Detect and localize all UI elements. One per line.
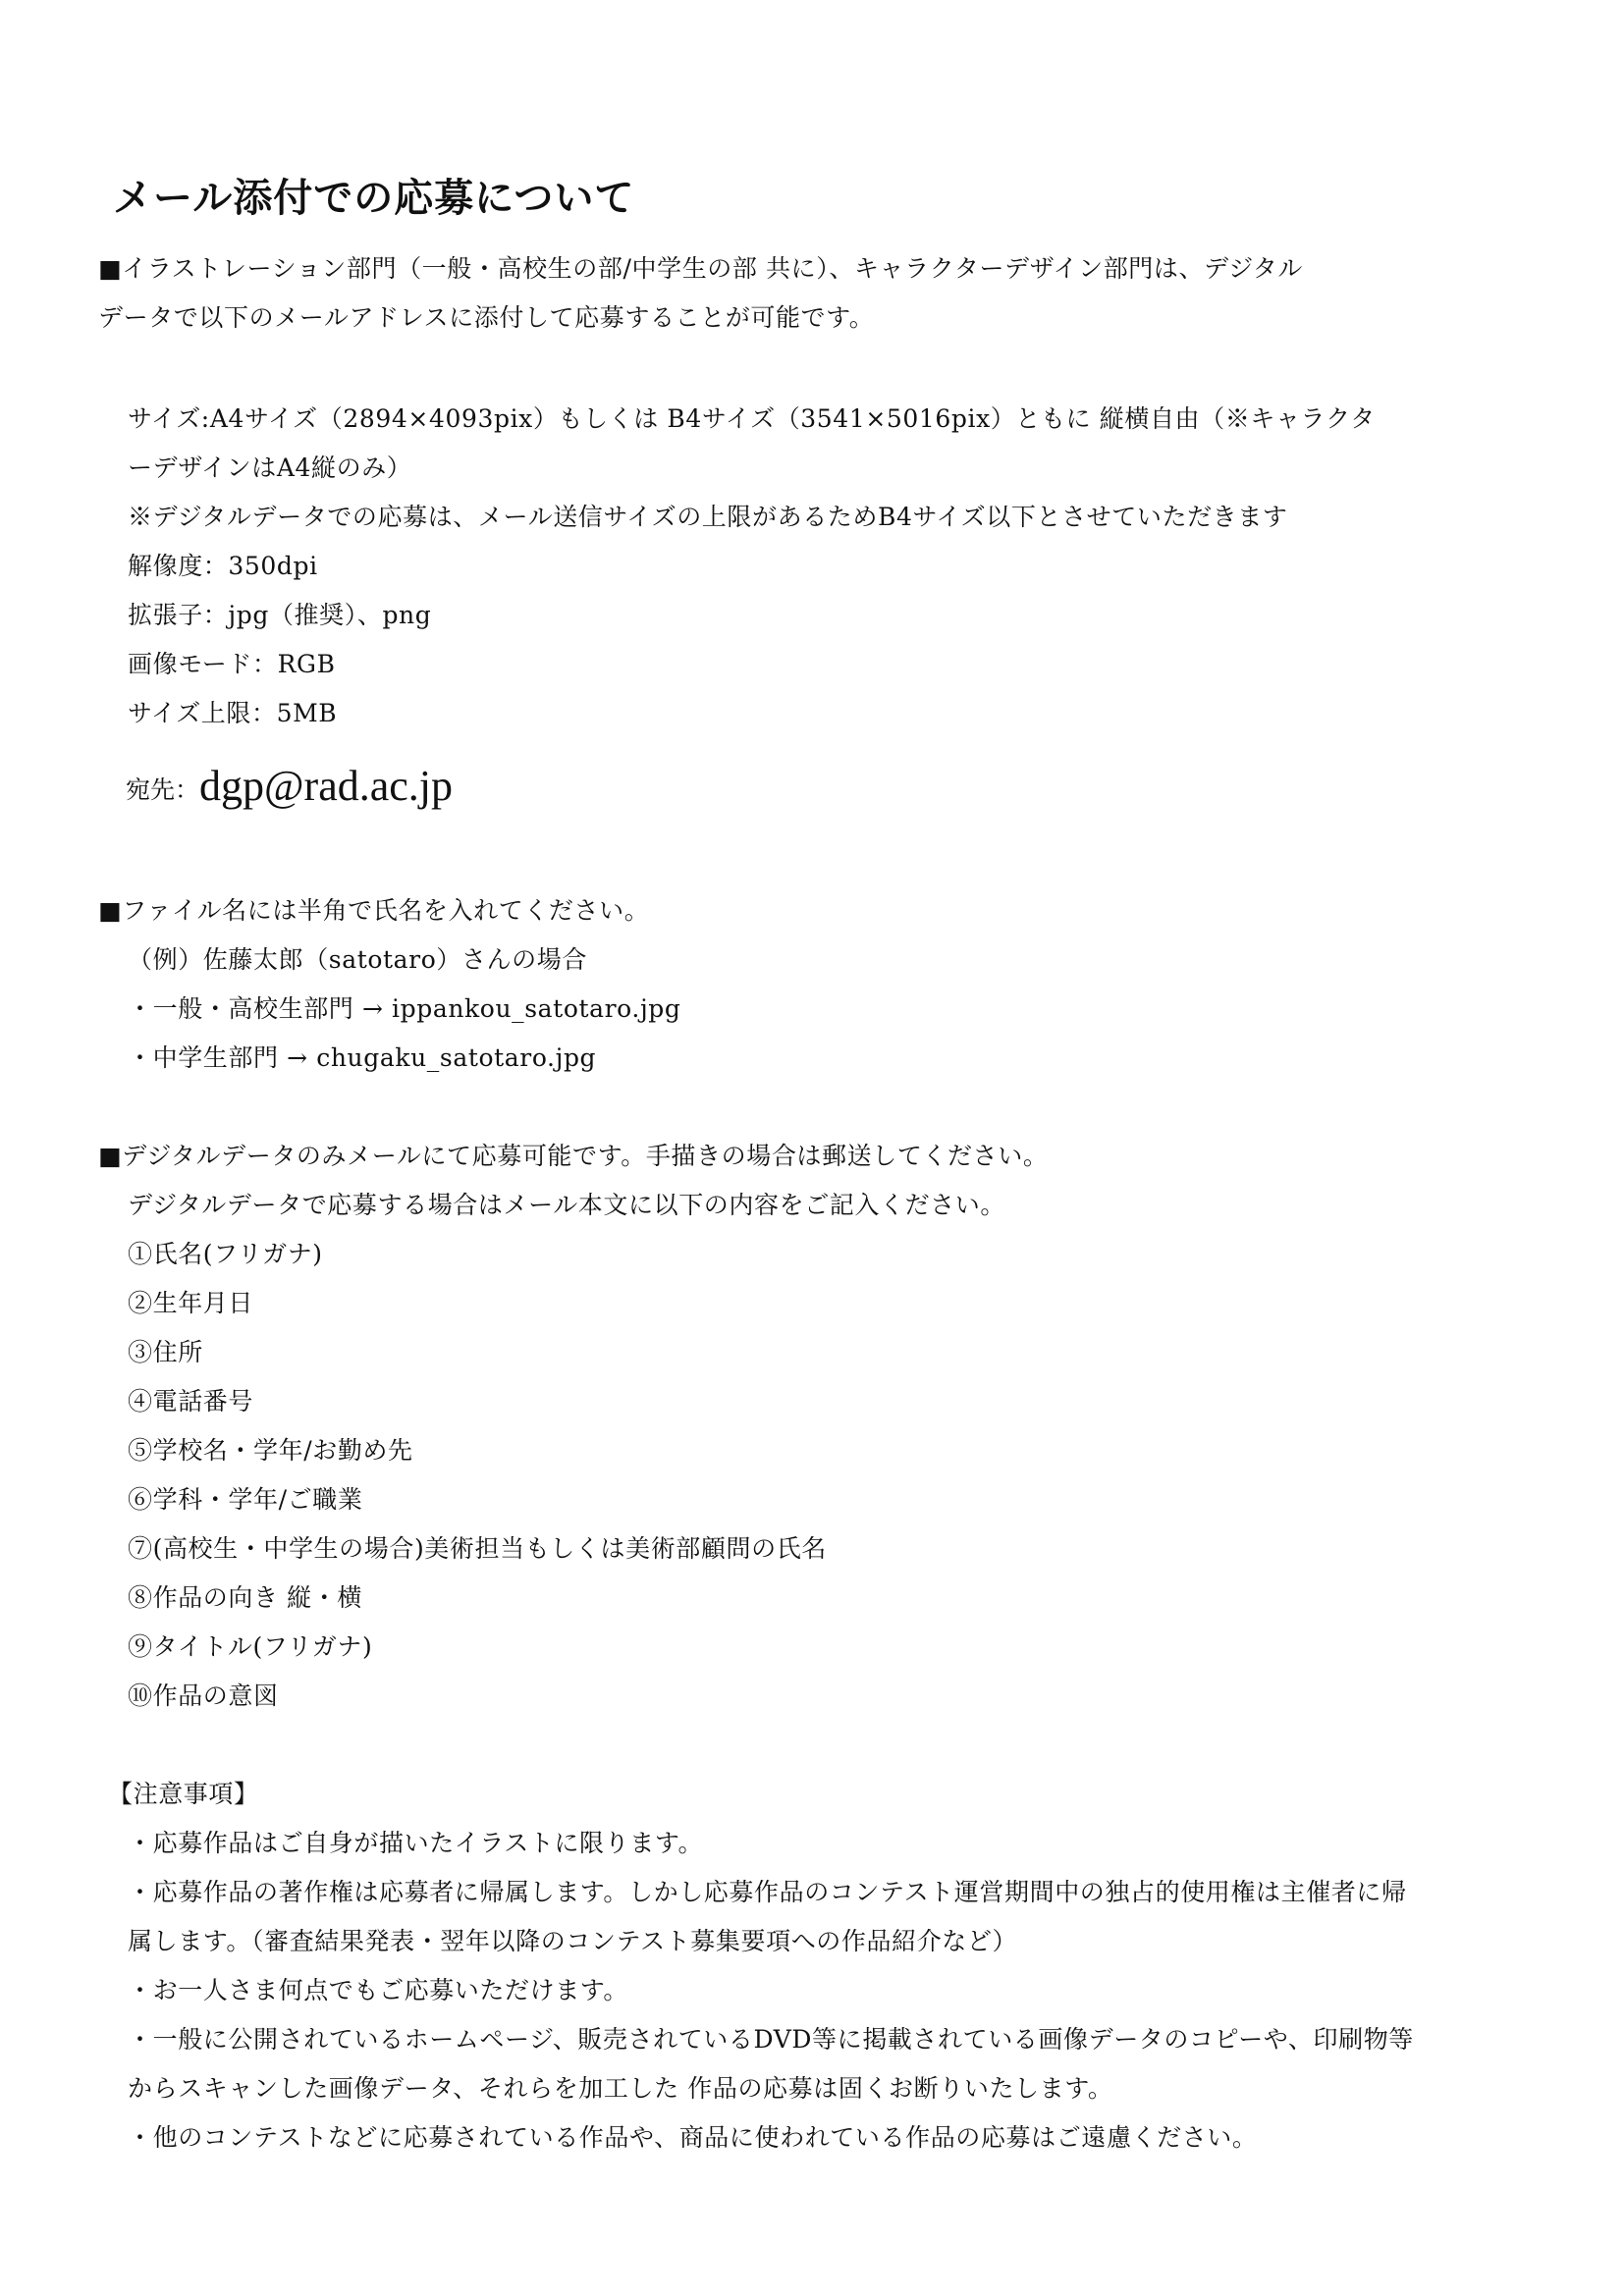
- email-row: [126, 761, 453, 811]
- note-item-4-line-1: ・一般に公開されているホームページ、販売されているDVD等に掲載されている画像データのコピーや、印刷物等: [128, 2025, 1414, 2054]
- page-title: メール添付での応募について: [113, 176, 635, 221]
- note-item-2-line-1: ・応募作品の著作権は応募者に帰属します。しかし応募作品のコンテスト運営期間中の独占的使用権は主催者に帰: [128, 1878, 1407, 1906]
- note-item-5: ・他のコンテストなどに応募されている作品や、商品に使われている作品の応募はご遠慮ください。: [128, 2123, 1258, 2152]
- note-item-1: ・応募作品はご自身が描いたイラストに限ります。: [128, 1829, 704, 1857]
- digital-heading: ■デジタルデータのみメールにて応募可能です。手描きの場合は郵送してください。: [98, 1142, 1049, 1170]
- email-label: 宛先：: [126, 775, 200, 804]
- filename-example: （例）佐藤太郎（satotaro）さんの場合: [128, 945, 587, 974]
- note-item-4-line-2: からスキャンした画像データ、それらを加工した 作品の応募は固くお断りいたします。: [128, 2074, 1113, 2103]
- spec-resolution: 解像度：350dpi: [128, 552, 318, 580]
- spec-size-line-2: ーデザインはA4縦のみ）: [128, 454, 412, 482]
- list-item: ③住所: [128, 1338, 203, 1366]
- digital-subheading: デジタルデータで応募する場合はメール本文に以下の内容をご記入ください。: [128, 1191, 1006, 1219]
- list-item: ⑥学科・学年/ご職業: [128, 1485, 363, 1514]
- intro-line-1: ■イラストレーション部門（一般・高校生の部/中学生の部 共に）、キャラクターデザイン部門は、デジタル: [98, 254, 1303, 283]
- intro-line-2: データで以下のメールアドレスに添付して応募することが可能です。: [98, 303, 875, 332]
- notes-heading: 【注意事項】: [108, 1780, 259, 1808]
- list-item: ④電話番号: [128, 1387, 254, 1415]
- spec-size-note: ※デジタルデータでの応募は、メール送信サイズの上限があるためB4サイズ以下とさせていただきます: [128, 503, 1288, 531]
- filename-example-general: ・一般・高校生部門 → ippankou_satotaro.jpg: [128, 994, 681, 1023]
- spec-size-limit: サイズ上限：5MB: [128, 699, 338, 727]
- email-address-link[interactable]: dgp@rad.ac.jp: [199, 762, 453, 810]
- list-item: ⑤学校名・学年/お勤め先: [128, 1436, 413, 1465]
- list-item: ②生年月日: [128, 1289, 254, 1317]
- filename-example-junior: ・中学生部門 → chugaku_satotaro.jpg: [128, 1043, 597, 1072]
- list-item: ⑦(高校生・中学生の場合)美術担当もしくは美術部顧問の氏名: [128, 1534, 827, 1563]
- list-item: ①氏名(フリガナ): [128, 1240, 323, 1268]
- list-item: ⑧作品の向き 縦・横: [128, 1583, 362, 1612]
- note-item-3: ・お一人さま何点でもご応募いただけます。: [128, 1976, 629, 2004]
- note-item-2-line-2: 属します。（審査結果発表・翌年以降のコンテスト募集要項への作品紹介など）: [128, 1927, 1018, 1955]
- spec-extension: 拡張子：jpg（推奨）、png: [128, 601, 432, 629]
- filename-heading: ■ファイル名には半角で氏名を入れてください。: [98, 896, 650, 925]
- list-item: ⑨タイトル(フリガナ): [128, 1632, 373, 1661]
- spec-image-mode: 画像モード：RGB: [128, 650, 336, 678]
- spec-size-line-1: サイズ:A4サイズ（2894×4093pix）もしくは B4サイズ（3541×5016pix）ともに 縦横自由（※キャラクタ: [128, 404, 1376, 433]
- list-item: ⑩作品の意図: [128, 1682, 279, 1710]
